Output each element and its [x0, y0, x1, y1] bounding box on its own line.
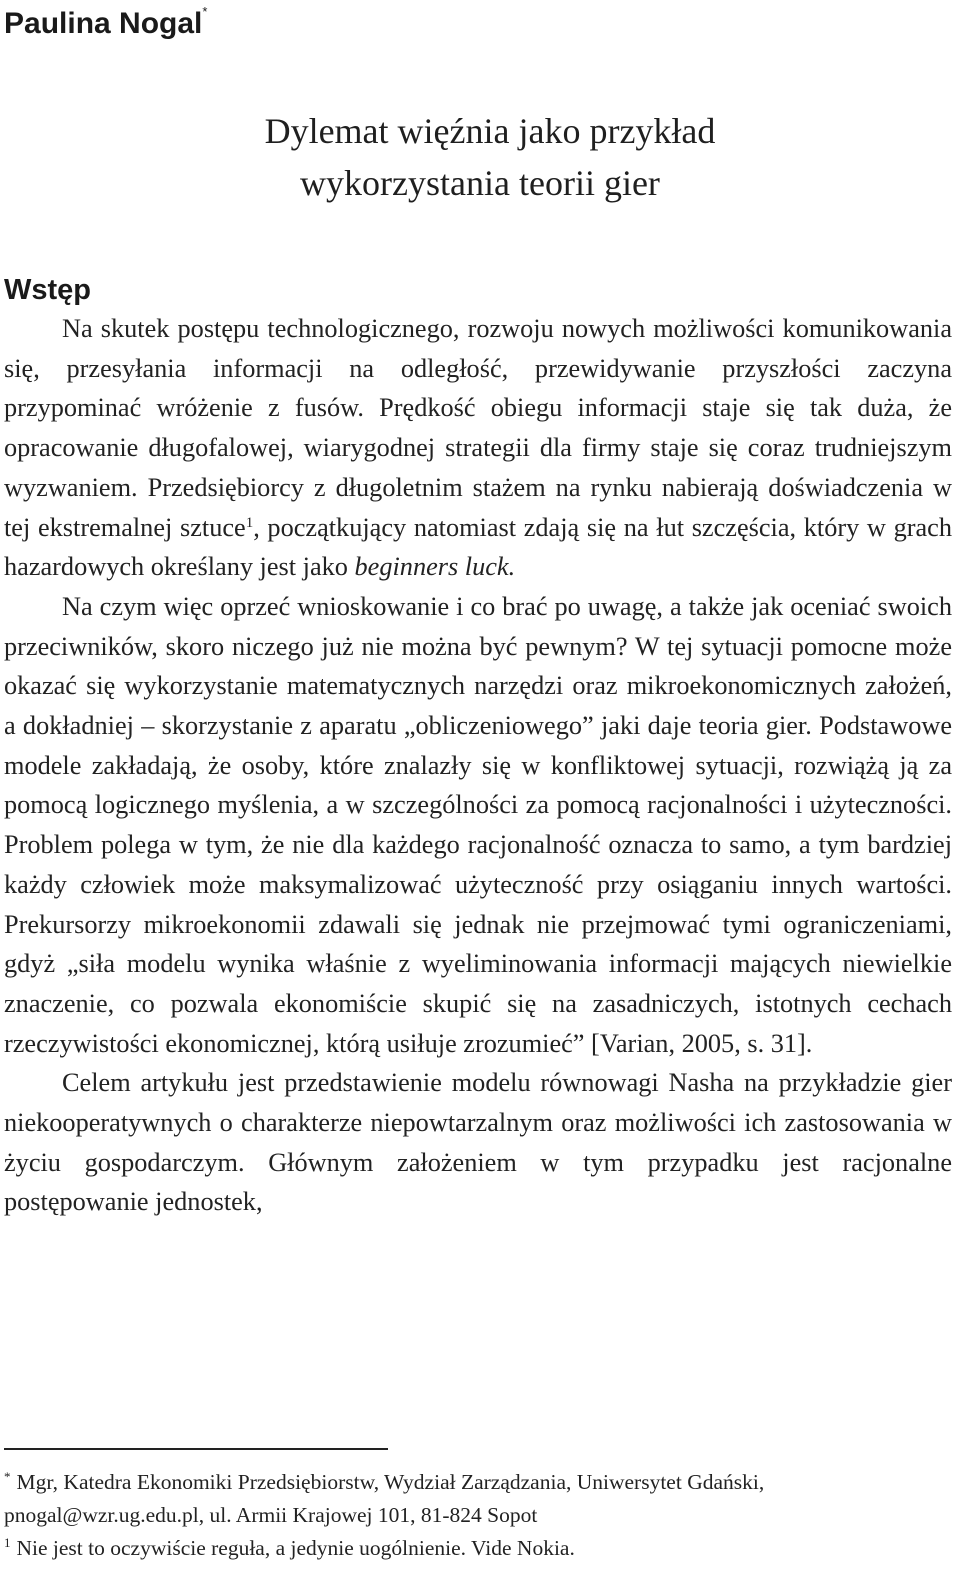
- section-heading: Wstęp: [4, 274, 91, 306]
- footnote-1-text: Nie jest to oczywiście reguła, a jedynie uogólnienie. Vide Nokia.: [16, 1536, 575, 1560]
- paragraph-3: Celem artykułu jest przedstawienie modelu równowagi Nasha na przykładzie gier niekooperatywnych o charakterze niepowtarzalnym oraz możliwości ich zastosowania w życiu gospodarczym. Głównym założeniem w tym przypadku jest racjonalne postępowanie jednostek,: [4, 1068, 952, 1217]
- article-body: [4, 309, 952, 1222]
- footnote-1: [4, 1532, 952, 1565]
- paragraph-1-text-b: , początkujący natomiast zdają się na łut szczęścia, który w grach hazardowych określany jest jako: [4, 512, 952, 582]
- paragraph-1-text-a: Na skutek postępu technologicznego, rozwoju nowych możliwości komunikowania się, przesyłania informacji na odległość, przewidywanie przyszłości zaczyna przypominać wróżenie z fusów. Prędkość obiegu informacji staje się tak duża, że opracowanie długofalowej, wiarygodnej strategii dla firmy staje się coraz trudniejszym wyzwaniem. Przedsiębiorcy z długoletnim stażem na rynku nabierają doświadczenia w tej ekstremalnej sztuce: [4, 314, 952, 542]
- footnote-1-marker: 1: [4, 1535, 11, 1550]
- footnote-author-marker: *: [4, 1469, 11, 1484]
- footnote-separator: [4, 1448, 388, 1450]
- footnotes: [4, 1466, 952, 1565]
- footnote-reference-1: 1: [245, 514, 254, 531]
- author-footnote-marker: *: [202, 4, 208, 19]
- paragraph-1-italic-term: beginners luck.: [354, 552, 516, 582]
- footnote-author-text: Mgr, Katedra Ekonomiki Przedsiębiorstw, Wydział Zarządzania, Uniwersytet Gdański, pnogal@wzr.ug.edu.pl, ul. Armii Krajowej 101, 81-824 Sopot: [4, 1470, 765, 1527]
- paragraph-1: [4, 309, 952, 587]
- paragraph-2: Na czym więc oprzeć wnioskowanie i co brać po uwagę, a także jak oceniać swoich przeciwników, skoro niczego już nie można być pewnym? W tej sytuacji pomocne może okazać się wykorzystanie matematycznych narzędzi oraz mikroekonomicznych założeń, a dokładniej – skorzystanie z aparatu „obliczeniowego” jaki daje teoria gier. Podstawowe modele zakładają, że osoby, które znalazły się w konfliktowej sytuacji, rozwiążą ją za pomocą logicznego myślenia, a w szczególności za pomocą racjonalności i użyteczności. Problem polega w tym, że nie dla każdego racjonalność oznacza to samo, a tym bardziej każdy człowiek może maksymalizować użyteczność przy osiąganiu innych wartości. Prekursorzy mikroekonomii zdawali się jednak nie przejmować tymi ograniczeniami, gdyż „siła modelu wynika właśnie z wyeliminowania informacji mających niewielkie znaczenie, co pozwala ekonomiście skupić się na zasadniczych, istotnych cechach rzeczywistości ekonomicznej, którą usiłuje zrozumieć” [Varian, 2005, s. 31].: [4, 591, 952, 1058]
- article-title: [0, 105, 960, 209]
- article-title-line-2: wykorzystania teorii gier: [300, 163, 660, 203]
- footnote-author: [4, 1466, 952, 1532]
- article-title-line-1: Dylemat więźnia jako przykład: [264, 111, 716, 151]
- author-name-text: Paulina Nogal: [4, 7, 203, 40]
- author-name: [4, 0, 207, 42]
